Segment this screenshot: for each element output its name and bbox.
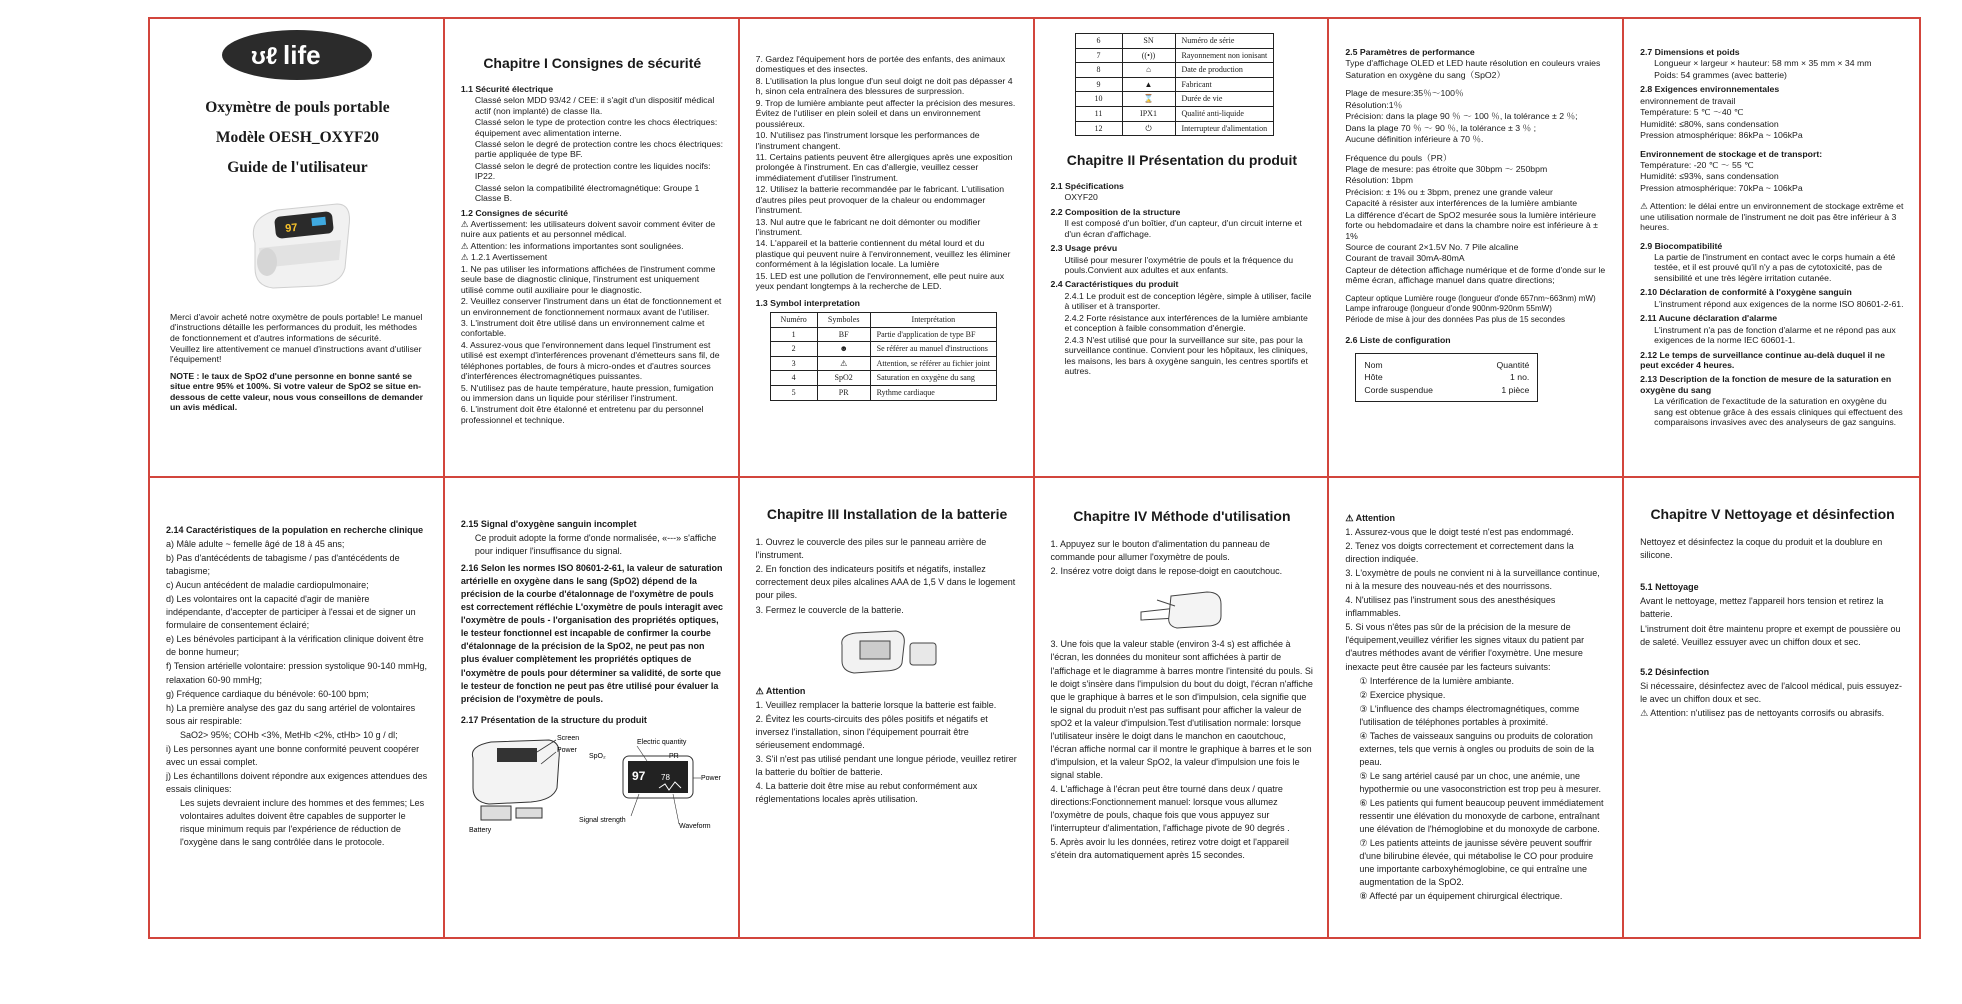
list-item: 2.4.3 N'est utilisé que pour la surveillance sur site, pas pour la surveillance continue. Convient pour les hôpitaux, les cliniques, les maisons, les bars à oxygène sanguin, les centres sportifs et autres.: [1064, 334, 1308, 376]
configuration-table: [1355, 353, 1538, 402]
list-item: 3. L'instrument doit être utilisé dans un environnement calme et confortable.: [460, 317, 705, 339]
list-item: b) Pas d'antécédents de tabagisme / pas d'antécédents de tabagisme;: [166, 553, 400, 577]
section-2-6: 2.6 Liste de configuration: [1345, 334, 1451, 345]
warning-icon: ⚠: [817, 356, 870, 371]
safety-panel: [445, 19, 740, 478]
label-power-2: Power: [700, 774, 721, 782]
cell: 8: [1075, 63, 1122, 78]
section-2-3: 2.3 Usage prévu: [1050, 243, 1118, 254]
col-number: Numéro: [770, 313, 817, 328]
list-item: 14. L'appareil et la batterie contiennent du métal lourd et du plastique qui peuvent nuire à l'environnement, veuillez les éliminer conformément à la législation locale. La lumière: [755, 238, 1011, 270]
list-item: 2.4.2 Forte résistance aux interférences de la lumière ambiante et conception à faible consommation d'énergie.: [1064, 312, 1308, 334]
warning-icon-line: ⚠ Attention: les informations importantes sont soulignées.: [460, 240, 684, 251]
label-waveform: Waveform: [678, 822, 711, 830]
spo2-symbol: SpO2: [817, 371, 870, 386]
table-row: [770, 371, 996, 386]
list-item: 15. LED est une pollution de l'environnement, elle peut nuire aux yeux pendant longtemps à la recherche de LED.: [755, 270, 1005, 292]
list-item: 1. Appuyez sur le bouton d'alimentation du panneau de commande pour allumer l'oxymètre de pouls.: [1050, 539, 1270, 563]
list-item: 5. Après avoir lu les données, retirez votre doigt et l'appareil s'étein dra automatiquement après 15 secondes.: [1050, 837, 1289, 861]
label-battery: Battery: [468, 826, 492, 834]
symbol-table-continued: [1075, 33, 1275, 136]
text-line: OXYF20: [1064, 192, 1098, 203]
section-2-10: 2.10 Déclaration de conformité à l'oxygène sanguin: [1640, 287, 1852, 298]
list-item: j) Les échantillons doivent répondre aux exigences attendues des essais cliniques:: [166, 770, 428, 794]
label-pr: PR: [668, 752, 679, 760]
list-item: f) Tension artérielle volontaire: pression systolique 90-140 mmHg, relaxation 60-90 mmHg;: [166, 661, 427, 685]
table-header-row: [770, 313, 996, 328]
warning-icon-line: ⚠ 1.2.1 Avertissement: [460, 252, 548, 263]
text-line: La différence d'écart de SpO2 mesurée sous la lumière intérieure forte ou hebdomadaire et dans la chambre noire est inférieure à ± 1%: [1345, 209, 1598, 241]
list-item: 12. Utilisez la batterie recommandée par le fabricant. L'utilisation d'autres piles peut provoquer de la chaleur ou endommager l'instrument.: [755, 184, 1005, 216]
cell: Rythme cardiaque: [870, 386, 996, 401]
list-item: e) Les bénévoles participant à la vérification clinique doivent être de bonne humeur;: [166, 634, 424, 658]
text-line: Plage de mesure:35％～100％: [1345, 88, 1464, 99]
list-item: 1. Ouvrez le couvercle des piles sur le panneau arrière de l'instrument.: [755, 537, 987, 561]
text-line: Longueur × largeur × hauteur: 58 mm × 35 mm × 34 mm: [1654, 58, 1872, 69]
label-electric-quantity: Electric quantity: [636, 738, 687, 746]
text-line: environnement de travail: [1640, 95, 1736, 106]
cell: Se référer au manuel d'instructions: [870, 342, 996, 357]
chapter-1-title: Chapitre I Consignes de sécurité: [483, 55, 702, 71]
text-line: Lampe infrarouge (longueur d'onde 900nm-920nm 55mW): [1345, 304, 1552, 314]
list-item: 4. Assurez-vous que l'environnement dans lequel l'instrument est utilisé est exempt d'interférences provenant d'émetteurs sans fil, de téléphones portables, de fours à micro-ondes et d'autres sources d'interférences électromagnétiques puissantes.: [460, 339, 720, 382]
cell: 1 pièce: [1501, 384, 1530, 395]
text-line: L'instrument répond aux exigences de la norme ISO 80601-2-61.: [1654, 298, 1904, 309]
label-power: Power: [556, 746, 577, 754]
cell: Corde suspendue: [1364, 384, 1433, 395]
list-item: 13. Nul autre que le fabricant ne doit démonter ou modifier l'instrument.: [755, 216, 981, 237]
section-2-5: 2.5 Paramètres de performance: [1345, 47, 1475, 57]
hourglass-icon: ⌛: [1122, 92, 1175, 107]
bf-icon: BF: [817, 327, 870, 342]
text-line: Source de courant 2×1.5V No. 7 Pile alcaline: [1345, 242, 1519, 252]
table-header-row: [1364, 360, 1529, 370]
list-item: ⑤ Le sang artériel causé par un choc, une anémie, une hypothermie ou une vasoconstriction est trop peu à mesurer.: [1359, 770, 1601, 794]
table-row: [770, 327, 996, 342]
text-line: Température: 5 ℃ ～40 ℃: [1640, 107, 1744, 118]
attention-heading: ⚠ Attention: [1345, 513, 1396, 523]
text-line: Capteur de détection affichage numérique et de forme d'onde sur le même écran, affichage manuel dans quatre directions;: [1345, 264, 1606, 286]
list-item: 9. Trop de lumière ambiante peut affecter la précision des mesures. Évitez de l'utiliser en plein soleil et dans un environnement poussiéreux.: [755, 97, 1016, 129]
specs-panel: [1624, 19, 1919, 478]
text-line: Température: -20 ℃ ～ 55 ℃: [1640, 159, 1754, 170]
cover-intro: Merci d'avoir acheté notre oxymètre de pouls portable! Le manuel d'instructions détaille les performances du produit, les méthodes de fonctionnement et d'autres informations de sécurité.: [170, 311, 423, 343]
power-icon: ⏻: [1122, 121, 1175, 136]
cover-note: NOTE : le taux de SpO2 d'une personne en bonne santé se situe entre 95% et 100%. Si votre valeur de SpO2 se situe en-dessous de cette valeur, nous vous conseillons de demander un avis médical.: [170, 370, 423, 413]
section-2-11: 2.11 Aucune déclaration d'alarme: [1640, 313, 1778, 324]
cell: Partie d'application de type BF: [870, 327, 996, 342]
list-item: 5. N'utilisez pas de haute température, haute pression, fumigation ou immersion dans un liquide pour stériliser l'instrument.: [460, 382, 714, 404]
serial-icon: SN: [1122, 34, 1175, 49]
col-symbol: Symboles: [817, 313, 870, 328]
cell: 6: [1075, 34, 1122, 49]
table-row: [770, 342, 996, 357]
text-line: Nettoyez et désinfectez la coque du produit et la doublure en silicone.: [1640, 537, 1883, 561]
text-line: Résolution: 1bpm: [1345, 175, 1413, 186]
cell: 12: [1075, 121, 1122, 136]
label-screen: Screen: [556, 734, 580, 742]
section-2-4: 2.4 Caractéristiques du produit: [1050, 279, 1179, 290]
text-line: Classé selon le degré de protection contre les liquides nocifs: IP22.: [474, 160, 711, 182]
cell: Qualité anti-liquide: [1175, 106, 1274, 121]
text-line: Humidité: ≤80%, sans condensation: [1640, 118, 1779, 129]
structure-diagram: [461, 728, 726, 838]
text-line: Classé selon MDD 93/42 / CEE: il s'agit d'un dispositif médical actif (non implanté) de classe IIa.: [474, 95, 715, 116]
text-line: Résolution:1％: [1345, 99, 1403, 110]
text-line: Pression atmosphérique: 70kPa ~ 106kPa: [1640, 182, 1803, 193]
text-line: Classé selon le type de protection contre les chocs électriques: équipement avec alimentation interne.: [474, 117, 718, 138]
text-line: Courant de travail 30mA-80mA: [1345, 253, 1465, 264]
list-item: ③ L'influence des champs électromagnétiques, comme l'utilisation de téléphones portables à proximité.: [1359, 703, 1580, 727]
cover-title: Oxymètre de pouls portable: [205, 99, 390, 117]
battery-panel: [740, 478, 1035, 937]
cell: Nom: [1364, 359, 1383, 370]
attention-panel: [1329, 478, 1624, 937]
section-1-2: 1.2 Consignes de sécurité: [460, 207, 569, 218]
chapter-4-title: Chapitre IV Méthode d'utilisation: [1073, 508, 1291, 524]
list-item: d) Les volontaires ont la capacité d'agir de manière indépendante, d'accepter de participer à l'essai et de signer un formulaire de consentement éclairé;: [166, 594, 416, 631]
cell: Numéro de série: [1175, 34, 1274, 49]
list-item: 5. Si vous n'êtes pas sûr de la précision de la mesure de l'équipement,veuillez vérifier les signes vitaux du patient par d'autres méthodes avant de vérifier l'oxymètre. Une mesure inexacte peut être causée par les facteurs suivants:: [1345, 622, 1585, 672]
section-1-1: 1.1 Sécurité électrique: [460, 83, 554, 94]
cell: 5: [770, 386, 817, 401]
table-row: [770, 386, 996, 401]
cover-model: Modèle OESH_OXYF20: [215, 129, 379, 147]
section-2-16: 2.16 Selon les normes ISO 80601-2-61, la valeur de saturation artérielle en oxygène dans le sang (SpO2) dépend de la précision de la courbe d'étalonnage de l'oxymètre de pouls est correctement réfléchie L'oxymètre de pouls interagit avec l'oxymètre de pouls - l'organisation des propriétés optiques, le testeur fonctionnel est incapable de confirmer la courbe d'étalonnage de la précision de la SpO2, ne peut pas non plus évaluer complètement les propriétés optiques de l'oxymètre de pouls pour déterminer sa validité, de sorte que le testeur de fonction ne peut pas être utilisé pour évaluer la précision de l'oxymètre de pouls.: [460, 563, 724, 704]
text-line: Type d'affichage OLED et LED haute résolution en couleurs vraies: [1345, 58, 1601, 69]
section-5-2: 5.2 Désinfection: [1640, 666, 1710, 677]
text-line: Précision: ± 1% ou ± 3bpm, prenez une grande valeur: [1345, 186, 1553, 197]
table-row: [770, 356, 996, 371]
list-item: Les sujets devraient inclure des hommes et des femmes; Les volontaires adultes doivent être capables de supporter le risque minimum requis par l'expérience de réduction de l'oxygène dans le sang contrôlée dans le protocole.: [180, 797, 425, 848]
section-2-7: 2.7 Dimensions et poids: [1640, 47, 1740, 57]
list-item: i) Les personnes ayant une bonne conformité peuvent coopérer avec un essai complet.: [166, 743, 420, 767]
table-row: [1075, 63, 1274, 78]
list-item: 3. Fermez le couvercle de la batterie.: [755, 604, 904, 615]
text-line: Ce produit adopte la forme d'onde normalisée, «---» s'affiche pour indiquer l'insuffisance du signal.: [474, 533, 717, 557]
table-row: [1075, 106, 1274, 121]
display-reading: 97: [631, 768, 646, 783]
manufacturer-icon: ▲: [1122, 77, 1175, 92]
text-line: Classé selon la compatibilité électromagnétique: Groupe 1 Classe B.: [474, 182, 700, 204]
warning-icon-line: ⚠ Attention: n'utilisez pas de nettoyants corrosifs ou abrasifs.: [1640, 707, 1885, 718]
list-item: ⑦ Les patients atteints de jaunisse sévère peuvent souffrir d'une bilirubine élevée, qui métabolise le CO pour produire une importante carboxyhémoglobine, ce qui entraîne une augmentation de la SpO2.: [1359, 838, 1594, 888]
cell: Date de production: [1175, 63, 1274, 78]
list-item: 10. N'utilisez pas l'instrument lorsque les performances de l'instrument changent.: [755, 130, 980, 151]
list-item: ⑥ Les patients qui fument beaucoup peuvent immédiatement ressentir une élévation du monoxyde de carbone, entraînant une élévation de l'hémoglobine et du monoxyde de carbone.: [1359, 797, 1604, 835]
list-item: ② Exercice physique.: [1359, 689, 1446, 700]
oximeter-image: [237, 188, 357, 298]
cell: 2: [770, 342, 817, 357]
list-item: 6. L'instrument doit être étalonné et entretenu par du personnel professionnel et technique.: [460, 404, 704, 425]
text-line: L'instrument doit être maintenu propre et exempt de poussière ou de saleté. Veuillez essuyer avec un chiffon doux et sec.: [1640, 623, 1901, 647]
text-line: Poids: 54 grammes (avec batterie): [1654, 69, 1787, 80]
symbol-section-title: 1.3 Symbol interpretation: [755, 297, 860, 308]
display-pr: 78: [660, 772, 670, 782]
text-line: Utilisé pour mesurer l'oxymétrie de pouls et la fréquence du pouls.Convient aux adultes et aux enfants.: [1064, 254, 1294, 276]
section-2-1: 2.1 Spécifications: [1050, 180, 1124, 191]
list-item: 11. Certains patients peuvent être allergiques après une exposition prolongée à l'instrument. En cas d'allergie, veuillez cesser immédiatement d'utiliser l'instrument.: [755, 151, 1013, 183]
list-item: 4. N'utilisez pas l'instrument sous des anesthésiques inflammables.: [1345, 595, 1556, 619]
text-line: Capacité à résister aux interférences de la lumière ambiante: [1345, 198, 1578, 209]
chapter-2-title: Chapitre II Présentation du produit: [1066, 152, 1298, 169]
device-reading: 97: [285, 221, 299, 236]
battery-install-image: [832, 625, 942, 677]
text-line: Il est composé d'un boîtier, d'un capteur, d'un circuit interne et d'un écran d'affichage.: [1064, 218, 1302, 239]
ipx1-symbol: IPX1: [1122, 106, 1175, 121]
cell: Attention, se référer au fichier joint: [870, 356, 996, 371]
warning-icon-line: ⚠ Attention: le délai entre un environnement de stockage extrême et une utilisation normale de l'instrument ne doit pas être inférieur à 3 heures.: [1640, 201, 1904, 233]
cell: Rayonnement non ionisant: [1175, 48, 1274, 63]
text-line: Saturation en oxygène du sang（SpO2）: [1345, 69, 1506, 80]
symbol-table: [770, 312, 997, 401]
chapter-3-title: Chapitre III Installation de la batterie: [766, 506, 1008, 522]
cell: Interrupteur d'alimentation: [1175, 121, 1274, 136]
list-item: a) Mâle adulte ~ femelle âgé de 18 à 45 ans;: [166, 539, 345, 550]
cleaning-panel: [1624, 478, 1919, 937]
label-signal-strength: Signal strength: [578, 816, 626, 824]
cell: 1 no.: [1510, 372, 1530, 383]
list-item: 7. Gardez l'équipement hors de portée des enfants, des animaux domestiques et des insectes.: [755, 54, 1006, 75]
finger-insert-image: [1137, 586, 1227, 630]
storage-heading: Environnement de stockage et de transport:: [1640, 148, 1823, 159]
list-item: 2. Tenez vos doigts correctement et correctement dans la direction indiquée.: [1345, 541, 1574, 565]
text-line: Humidité: ≤93%, sans condensation: [1640, 171, 1779, 182]
table-row: [1364, 372, 1529, 382]
chapter-5-title: Chapitre V Nettoyage et désinfection: [1650, 506, 1895, 522]
list-item: ① Interférence de la lumière ambiante.: [1359, 675, 1514, 686]
svg-text:ʊℓ: ʊℓ: [251, 43, 279, 70]
text-line: Aucune définition inférieure à 70 ％.: [1345, 134, 1484, 145]
cell: 11: [1075, 106, 1122, 121]
signal-panel: [445, 478, 740, 937]
text-line: Pression atmosphérique: 86kPa ~ 106kPa: [1640, 130, 1803, 141]
cell: Fabricant: [1175, 77, 1274, 92]
list-item: 2. Évitez les courts-circuits des pôles positifs et négatifs et inversez l'installation, sinon l'équipement pourrait être sérieusement endommagé.: [755, 713, 988, 750]
list-item: 4. L'affichage à l'écran peut être tourné dans deux / quatre directions:Fonctionnement manuel: lorsque vous allumez l'oxymètre de pouls, chaque fois que vous appuyez sur l'interrupteur d'alimentation, l'affichage pivote de 90 degrés .: [1050, 783, 1290, 834]
table-row: [1364, 385, 1529, 395]
manual-sheet: [148, 17, 1921, 939]
list-item: ④ Taches de vaisseaux sanguins ou produits de coloration externes, tels que vernis à ongles ou produits de soin de la peau.: [1359, 730, 1594, 767]
list-item: ⑧ Affecté par un équipement chirurgical électrique.: [1359, 891, 1563, 902]
list-item: 2. En fonction des indicateurs positifs et négatifs, installez correctement deux piles alcalines AAA de 1,5 V dans le logement pour piles.: [755, 564, 1016, 601]
cell: 3: [770, 356, 817, 371]
list-item: 3. S'il n'est pas utilisé pendant une longue période, veuillez retirer la batterie du boîtier de batterie.: [755, 753, 1017, 777]
cell: Saturation en oxygène du sang: [870, 371, 996, 386]
cell: 9: [1075, 77, 1122, 92]
list-item: SaO2> 95%; COHb <3%, MetHb <2%, ctHb> 10 g / dl;: [180, 729, 398, 740]
cell: 7: [1075, 48, 1122, 63]
cover-intro2: Veuillez lire attentivement ce manuel d'instructions avant d'utiliser l'équipement!: [170, 343, 422, 365]
product-panel: [1035, 19, 1330, 478]
cell: Quantité: [1496, 359, 1530, 370]
attention-heading: ⚠ Attention: [755, 685, 806, 696]
text-line: L'instrument n'a pas de fonction d'alarme et ne répond pas aux exigences de la norme IEC 60601-1.: [1654, 324, 1896, 346]
table-row: [1075, 34, 1274, 49]
section-2-2: 2.2 Composition de la structure: [1050, 206, 1181, 217]
cell: 10: [1075, 92, 1122, 107]
section-2-14: 2.14 Caractéristiques de la population en recherche clinique: [166, 525, 424, 535]
label-spo2: SpO₂: [588, 752, 606, 760]
table-row: [1075, 121, 1274, 136]
text-line: Avant le nettoyage, mettez l'appareil hors tension et retirez la batterie.: [1640, 596, 1884, 620]
text-line: Dans la plage 70 ％ ～ 90 ％, la tolérance ± 3 ％ ;: [1345, 122, 1537, 133]
text-line: La partie de l'instrument en contact avec le corps humain a été testée, et il est prouvé qu'il n'y a pas de cytotoxicité, pas de sensibilité et une très légère irritation cutanée.: [1654, 252, 1896, 283]
population-panel: [150, 478, 445, 937]
cell: 4: [770, 371, 817, 386]
safety-continued-panel: [740, 19, 1035, 478]
list-item: 4. La batterie doit être mise au rebut conformément aux réglementations locales après utilisation.: [755, 780, 978, 804]
list-item: 8. L'utilisation la plus longue d'un seul doigt ne doit pas dépasser 4 h, sinon cela entraînera des blessures de surpression.: [755, 75, 1013, 97]
list-item: 1. Ne pas utiliser les informations affichées de l'instrument comme seule base de diagnostic clinique, l'instrument est uniquement utilisé comme outil auxiliaire pour le diagnostic.: [460, 263, 716, 295]
cell: Hôte: [1364, 372, 1383, 383]
section-2-9: 2.9 Biocompatibilité: [1640, 240, 1723, 251]
radiation-icon: ((•)): [1122, 48, 1175, 63]
brand-name: life: [283, 40, 321, 70]
list-item: g) Fréquence cardiaque du bénévole: 60-100 bpm;: [166, 688, 369, 699]
list-item: 3. L'oxymètre de pouls ne convient ni à la surveillance continue, ni à la mesure des nouveau-nés et des nourrissons.: [1345, 568, 1600, 592]
table-row: [1075, 92, 1274, 107]
battery-part: [481, 806, 511, 820]
text-line: Capteur optique Lumière rouge (longueur d'onde 657nm~663nm) mW): [1345, 293, 1596, 303]
table-row: [1075, 48, 1274, 63]
text-line: Précision: dans la plage 90 ％ ～ 100 ％, la tolérance ± 2 ％;: [1345, 111, 1578, 122]
screen-part: [497, 748, 537, 762]
usage-panel: [1035, 478, 1330, 937]
section-2-12: 2.12 Le temps de surveillance continue au-delà duquel il ne peut excéder 4 heures.: [1640, 349, 1885, 370]
cell: 1: [770, 327, 817, 342]
text-line: Si nécessaire, désinfectez avec de l'alcool médical, puis essuyez-le avec un chiffon doux et sec.: [1640, 680, 1903, 704]
text-line: Classé selon le degré de protection contre les chocs électriques: partie appliquée de type BF.: [474, 138, 724, 160]
cover-panel: [150, 19, 445, 478]
text-line: Plage de mesure: pas étroite que 30bpm ～ 250bpm: [1345, 163, 1548, 174]
cell: Durée de vie: [1175, 92, 1274, 107]
pr-symbol: PR: [817, 386, 870, 401]
factory-date-icon: ⌂: [1122, 63, 1175, 78]
section-2-17: 2.17 Présentation de la structure du produit: [460, 714, 647, 725]
list-item: 2. Insérez votre doigt dans le repose-doigt en caoutchouc.: [1050, 566, 1283, 577]
list-item: 2. Veuillez conserver l'instrument dans un état de fonctionnement et un environnement de fonctionnement normaux avant de l'utiliser.: [460, 296, 722, 317]
list-item: 1. Veuillez remplacer la batterie lorsque la batterie est faible.: [755, 699, 997, 710]
list-item: 2.4.1 Le produit est de conception légère, simple à utiliser, facile à utiliser et à transporter.: [1064, 290, 1312, 312]
table-row: [1075, 77, 1274, 92]
section-2-15: 2.15 Signal d'oxygène sanguin incomplet: [460, 519, 637, 529]
section-5-1: 5.1 Nettoyage: [1640, 582, 1699, 593]
cover-guide: Guide de l'utilisateur: [227, 158, 368, 176]
performance-panel: [1329, 19, 1624, 478]
list-item: c) Aucun antécédent de maladie cardiopulmonaire;: [166, 580, 369, 591]
col-interpretation: Interprétation: [870, 313, 996, 328]
warning-icon-line: ⚠ Avertissement: les utilisateurs doivent savoir comment éviter de nuire aux patients et au personnel médical.: [460, 219, 716, 240]
list-item: 3. Une fois que la valeur stable (environ 3-4 s) est affichée à l'écran, les données du moniteur sont affichées à partir de l'affichage et le diagramme à barres montre l'intensité du pouls. Si le doigt s'insère dans l'impulsion du bout du doigt, l'écran n'affiche que le graphique à barres et le son d'impulsion, cela signifie que le signal du produit n'est pas suffisant pour afficher la valeur de spO2 et la valeur d'impulsion.Test d'utilisation normale: lorsque l'utilisateur insère le doigt dans le manchon en caoutchouc, l'écran affiche normal car il montre le graphique à barres et le son d'impulsion, et la valeur SpO2, la valeur d'impulsion une fois le signal stable.: [1050, 639, 1313, 780]
text-line: Période de mise à jour des données Pas plus de 15 secondes: [1345, 314, 1566, 324]
list-item: h) La première analyse des gaz du sang artériel de volontaires sous air respirable:: [166, 702, 416, 726]
text-line: La vérification de l'exactitude de la saturation en oxygène du sang est obtenue grâce à des essais cliniques qui effectuent des comparaisons invasives avec des analyseurs de gaz sanguins.: [1654, 396, 1903, 428]
brand-logo: [221, 29, 373, 81]
section-2-8: 2.8 Exigences environnementales: [1640, 84, 1780, 95]
text-line: Fréquence du pouls（PR）: [1345, 152, 1452, 163]
list-item: 1. Assurez-vous que le doigt testé n'est pas endommagé.: [1345, 527, 1574, 538]
manual-icon: ☻: [817, 342, 870, 357]
section-2-13: 2.13 Description de la fonction de mesure de la saturation en oxygène du sang: [1640, 374, 1892, 395]
